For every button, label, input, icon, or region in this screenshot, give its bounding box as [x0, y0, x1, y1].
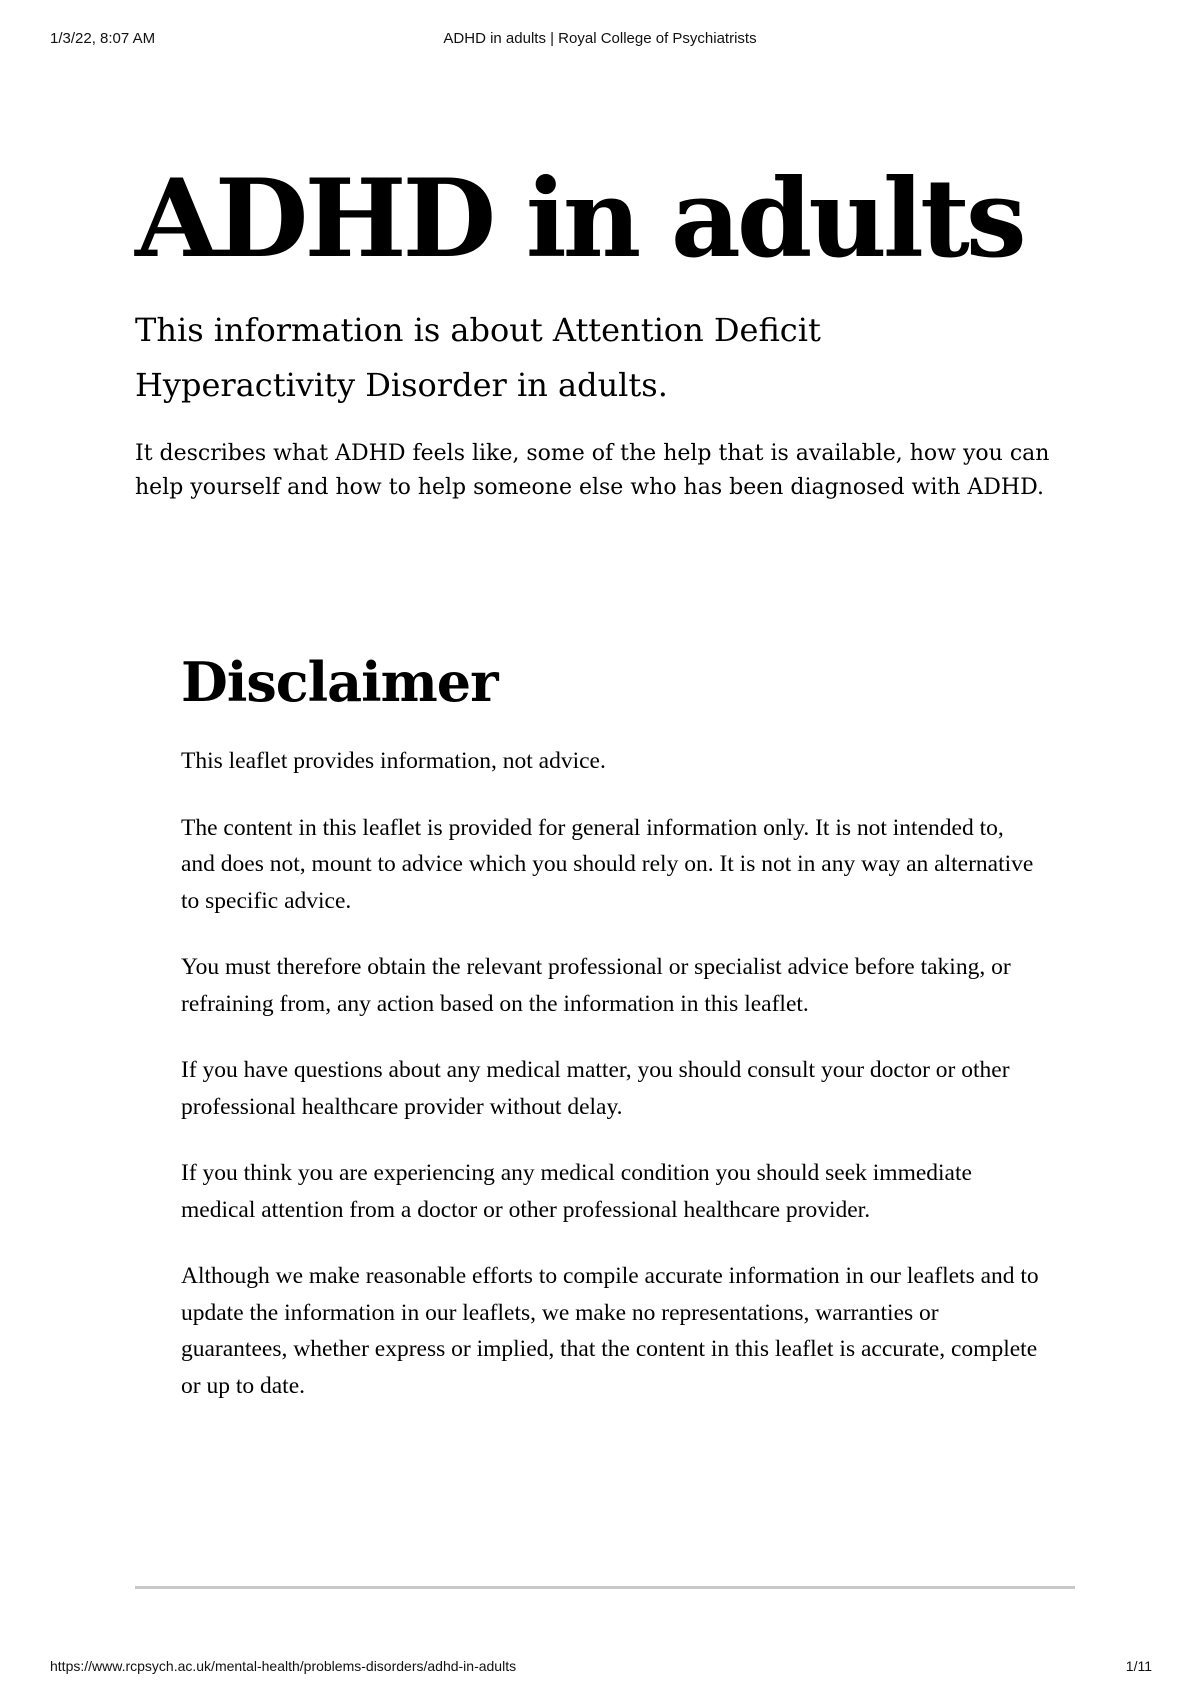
main-content [135, 156, 1075, 505]
section-divider [135, 1586, 1075, 1589]
page-url: https://www.rcpsych.ac.uk/mental-health/problems-disorders/adhd-in-adults [50, 1658, 517, 1674]
disclaimer-paragraph: Although we make reasonable efforts to compile accurate information in our leaflets and to update the information in our leaflets, we make no representations, warranties or guarantees, whether express or implied, that the content in this leaflet is accurate, complete or up to date. [181, 1263, 1039, 1399]
disclaimer-paragraph: This leaflet provides information, not advice. [181, 748, 606, 774]
disclaimer-section [181, 650, 1041, 1434]
disclaimer-paragraph: If you think you are experiencing any medical condition you should seek immediate medical attention from a doctor or other professional healthcare provider. [181, 1160, 972, 1223]
intro-paragraph: It describes what ADHD feels like, some of the help that is available, how you can help yourself and how to help someone else who has been diagnosed with ADHD. [135, 441, 1050, 500]
disclaimer-paragraph: You must therefore obtain the relevant professional or specialist advice before taking, or refraining from, any action based on the information in this leaflet. [181, 954, 1011, 1017]
page-number: 1/11 [1125, 1658, 1152, 1674]
print-header [0, 30, 1200, 52]
disclaimer-paragraph: The content in this leaflet is provided for general information only. It is not intended to, and does not, mount to advice which you should rely on. It is not in any way an alternative to specific advice. [181, 814, 1034, 914]
page-title: ADHD in adults [135, 156, 1023, 282]
disclaimer-heading: Disclaimer [181, 650, 498, 714]
print-page-title: ADHD in adults | Royal College of Psychiatrists [443, 30, 757, 47]
print-date: 1/3/22, 8:07 AM [50, 30, 156, 47]
lead-paragraph: This information is about Attention Deficit Hyperactivity Disorder in adults. [135, 311, 821, 404]
disclaimer-paragraph: If you have questions about any medical matter, you should consult your doctor or other professional healthcare provider without delay. [181, 1057, 1010, 1120]
